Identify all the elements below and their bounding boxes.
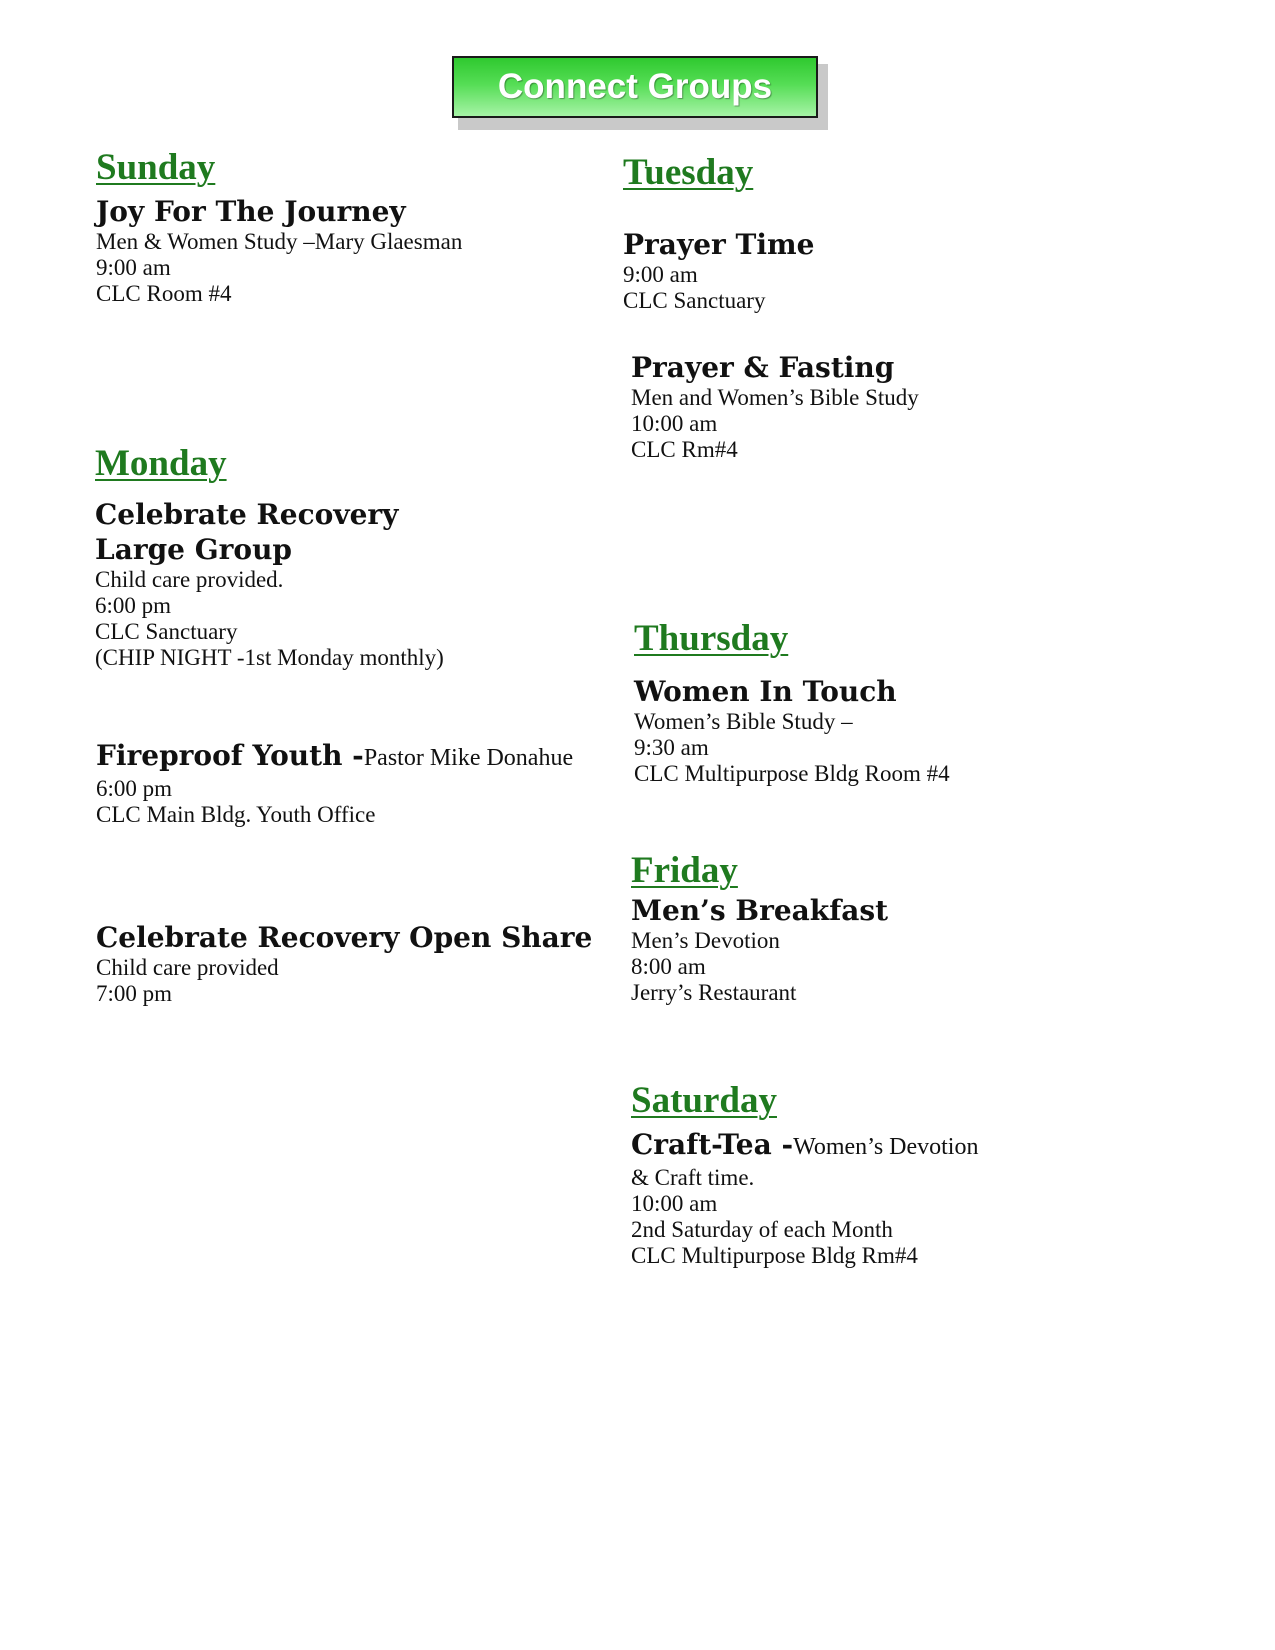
event-location: CLC Rm#4 <box>631 437 738 462</box>
event-title: Celebrate Recovery Open Share <box>96 921 593 954</box>
event-schedule: 2nd Saturday of each Month <box>631 1217 893 1242</box>
event-title: Celebrate Recovery <box>95 498 399 531</box>
sunday-section <box>96 146 215 190</box>
event-women-in-touch <box>634 674 950 787</box>
tuesday-section <box>623 151 753 195</box>
event-description: Child care provided <box>96 955 279 980</box>
event-location: CLC Sanctuary <box>95 619 238 644</box>
event-prayer-time <box>623 227 814 314</box>
event-description: Women’s Devotion <box>793 1134 979 1160</box>
event-title: Women In Touch <box>634 675 897 708</box>
event-joy-for-the-journey <box>96 194 462 307</box>
event-note: (CHIP NIGHT -1st Monday monthly) <box>95 645 444 670</box>
event-leader: Pastor Mike Donahue <box>363 745 574 771</box>
event-time: 10:00 am <box>631 1191 718 1216</box>
event-title: Joy For The Journey <box>96 195 406 228</box>
day-heading-tuesday: Tuesday <box>623 152 754 193</box>
event-time: 6:00 pm <box>96 776 173 801</box>
day-heading-monday: Monday <box>95 443 227 484</box>
event-time: 9:00 am <box>623 262 698 287</box>
monday-section <box>95 442 227 486</box>
event-title: Prayer & Fasting <box>631 351 895 384</box>
thursday-section <box>634 617 788 661</box>
day-heading-sunday: Sunday <box>96 147 216 188</box>
event-title: Craft-Tea - <box>631 1128 794 1161</box>
event-description: Men and Women’s Bible Study <box>631 385 919 410</box>
event-description-continued: & Craft time. <box>631 1165 755 1190</box>
day-heading-friday: Friday <box>631 850 738 891</box>
event-celebrate-recovery-open-share <box>96 920 592 1007</box>
event-time: 7:00 pm <box>96 981 173 1006</box>
event-description: Men & Women Study –Mary Glaesman <box>96 229 463 254</box>
friday-section <box>631 849 738 893</box>
page-title-banner <box>452 56 818 118</box>
event-description: Men’s Devotion <box>631 928 780 953</box>
event-location: CLC Sanctuary <box>623 288 766 313</box>
event-time: 9:00 am <box>96 255 171 280</box>
event-celebrate-recovery-large-group <box>95 497 444 671</box>
event-time: 6:00 pm <box>95 593 172 618</box>
page-title: Connect Groups <box>497 67 773 106</box>
event-title-row <box>96 738 573 776</box>
event-title: Men’s Breakfast <box>631 894 889 927</box>
event-location: CLC Room #4 <box>96 281 232 306</box>
event-time: 8:00 am <box>631 954 706 979</box>
event-fireproof-youth <box>96 738 573 828</box>
event-craft-tea <box>631 1127 978 1269</box>
event-title: Fireproof Youth - <box>96 739 364 772</box>
event-time: 10:00 am <box>631 411 718 436</box>
event-title-line-2: Large Group <box>95 533 292 566</box>
event-description: Child care provided. <box>95 567 284 592</box>
day-heading-thursday: Thursday <box>634 618 789 659</box>
event-location: CLC Multipurpose Bldg Room #4 <box>634 761 950 786</box>
event-location: Jerry’s Restaurant <box>631 980 797 1005</box>
event-mens-breakfast <box>631 893 888 1006</box>
event-location: CLC Multipurpose Bldg Rm#4 <box>631 1243 918 1268</box>
event-time: 9:30 am <box>634 735 709 760</box>
saturday-section <box>631 1079 777 1123</box>
day-heading-saturday: Saturday <box>631 1080 777 1121</box>
event-location: CLC Main Bldg. Youth Office <box>96 802 376 827</box>
event-title-row <box>631 1127 978 1165</box>
event-title: Prayer Time <box>623 228 815 261</box>
event-description: Women’s Bible Study – <box>634 709 853 734</box>
event-prayer-and-fasting <box>631 350 919 463</box>
